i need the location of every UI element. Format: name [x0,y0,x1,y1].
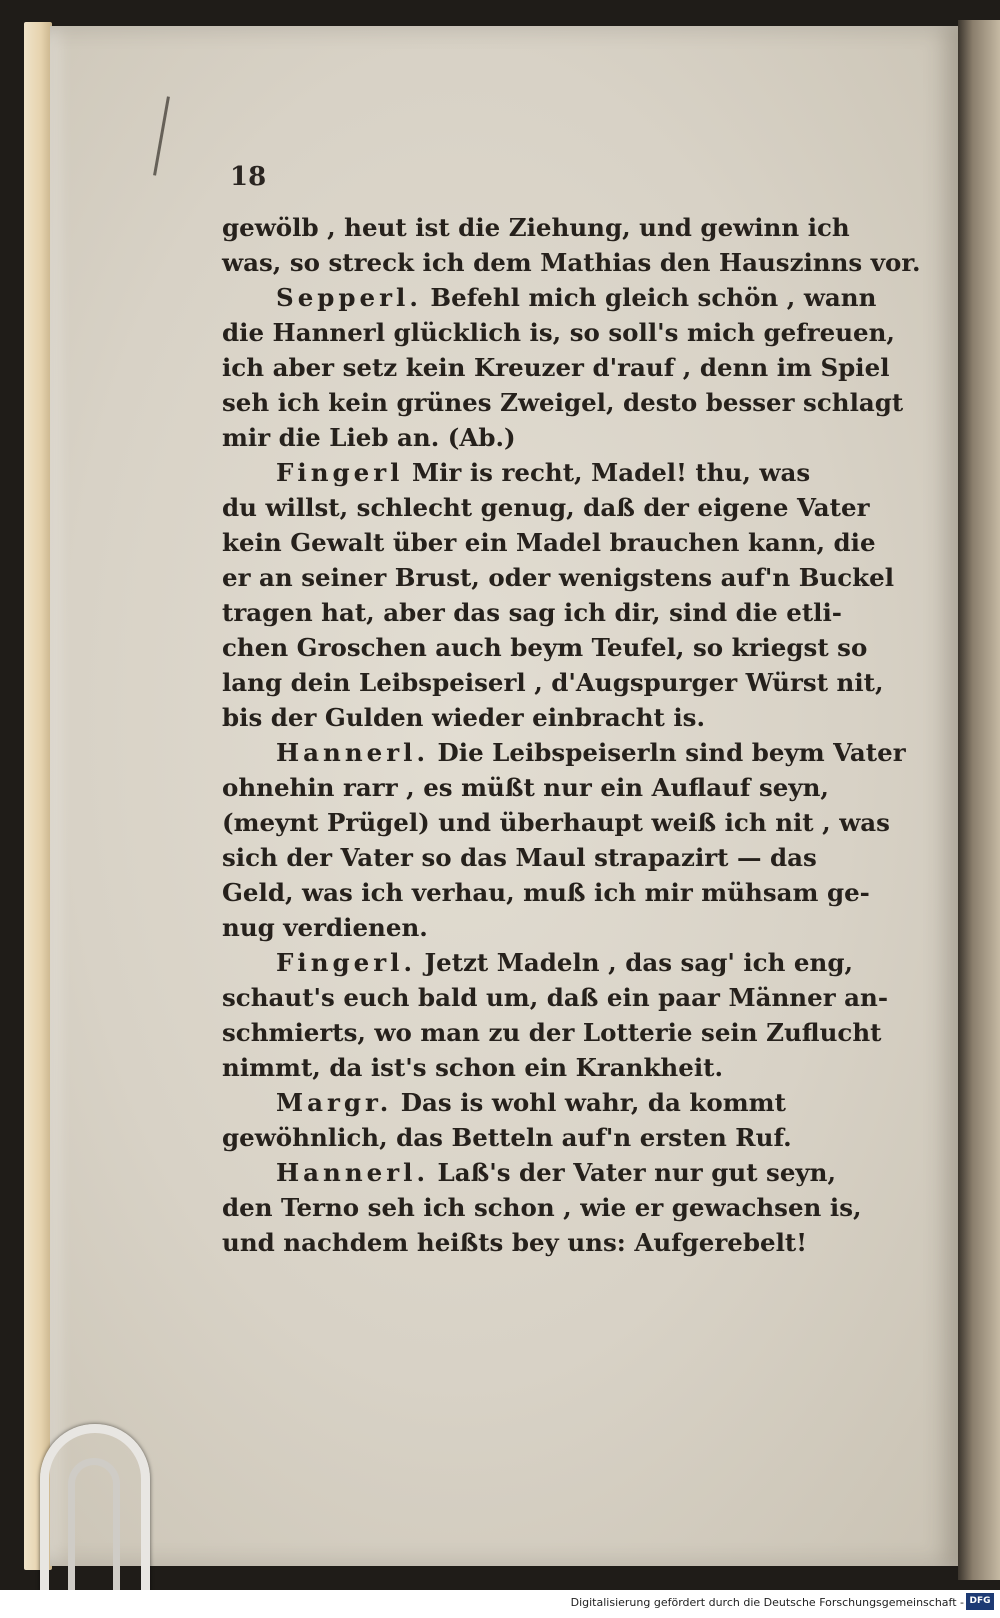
line-text: nug verdienen. [222,913,428,942]
text-line [222,210,850,245]
line-text: bis der Gulden wieder einbracht is. [222,703,705,732]
text-line [222,385,904,420]
text-line [222,315,895,350]
line-text: Geld, was ich verhau, muß ich mir mühsam ge- [222,878,870,907]
text-line [222,490,870,525]
line-text: was, so streck ich dem Mathias den Hauszinns vor. [222,248,921,277]
line-text: gewölb , heut ist die Ziehung, und gewinn ich [222,213,850,242]
text-line [222,1190,862,1225]
text-line [222,560,895,595]
page-number: 18 [230,162,267,192]
line-text: kein Gewalt über ein Madel brauchen kann, die [222,528,876,557]
text-line [222,350,890,385]
line-text: ohnehin rarr , es müßt nur ein Auflauf seyn, [222,773,829,802]
line-text: die Hannerl glücklich is, so soll's mich gefreuen, [222,318,895,347]
line-text: ich aber setz kein Kreuzer d'rauf , denn im Spiel [222,353,890,382]
line-text: den Terno seh ich schon , wie er gewachsen is, [222,1193,862,1222]
line-text: Jetzt Madeln , das sag' ich eng, [415,948,853,977]
line-text: Die Leibspeiserln sind beym Vater [428,738,906,767]
text-line [222,735,906,770]
text-line [222,1050,844,1085]
text-line [222,980,888,1015]
line-text: er an seiner Brust, oder wenigstens auf'n Buckel [222,563,895,592]
text-line [222,910,844,945]
text-line [222,945,853,980]
speaker-name: Hannerl. [276,738,429,767]
speaker-name: Hannerl. [276,1158,429,1187]
line-text: Mir is recht, Madel! thu, was [403,458,811,487]
text-line [222,770,844,805]
text-line [222,455,844,490]
book-spine [958,20,1000,1580]
line-text: Das is wohl wahr, da kommt [392,1088,786,1117]
line-text: schmierts, wo man zu der Lotterie sein Zuflucht [222,1018,882,1047]
text-line [222,280,877,315]
text-line [222,630,868,665]
line-text: du willst, schlecht genug, daß der eigene Vater [222,493,870,522]
line-text: Befehl mich gleich schön , wann [421,283,877,312]
speaker-name: Fingerl [276,458,404,487]
line-text: gewöhnlich, das Betteln auf'n ersten Ruf. [222,1123,792,1152]
page-edge [24,22,52,1570]
dfg-logo: DFG [966,1593,994,1610]
line-text: mir die Lieb an. (Ab.) [222,423,516,452]
text-line [222,1015,882,1050]
text-line [222,875,870,910]
line-text: sich der Vater so das Maul strapazirt — das [222,843,817,872]
text-line [222,1120,844,1155]
text-line [222,1085,844,1120]
text-line [222,595,844,630]
text-line [222,420,844,455]
text-line [222,1225,844,1260]
speaker-name: Fingerl. [276,948,416,977]
line-text: nimmt, da ist's schon ein Krankheit. [222,1053,723,1082]
line-text: lang dein Leibspeiserl , d'Augspurger Würst nit, [222,668,884,697]
line-text: Laß's der Vater nur gut seyn, [428,1158,836,1187]
footer-credit: Digitalisierung gefördert durch die Deutsche Forschungsgemeinschaft - [570,1596,964,1609]
text-line [222,840,844,875]
line-text: schaut's euch bald um, daß ein paar Männer an- [222,983,888,1012]
page-text [222,210,921,1260]
text-line [222,245,921,280]
text-line [222,525,876,560]
line-text: (meynt Prügel) und überhaupt weiß ich nit , was [222,808,890,837]
text-line [222,700,844,735]
text-line [222,665,884,700]
speaker-name: Sepperl. [276,283,422,312]
line-text: tragen hat, aber das sag ich dir, sind die etli- [222,598,842,627]
line-text: chen Groschen auch beym Teufel, so kriegst so [222,633,868,662]
text-line [222,1155,844,1190]
paper-clip-inner [68,1458,120,1598]
speaker-name: Margr. [276,1088,393,1117]
text-line [222,805,890,840]
line-text: seh ich kein grünes Zweigel, desto besser schlagt [222,388,904,417]
line-text: und nachdem heißts bey uns: Aufgerebelt! [222,1228,807,1257]
